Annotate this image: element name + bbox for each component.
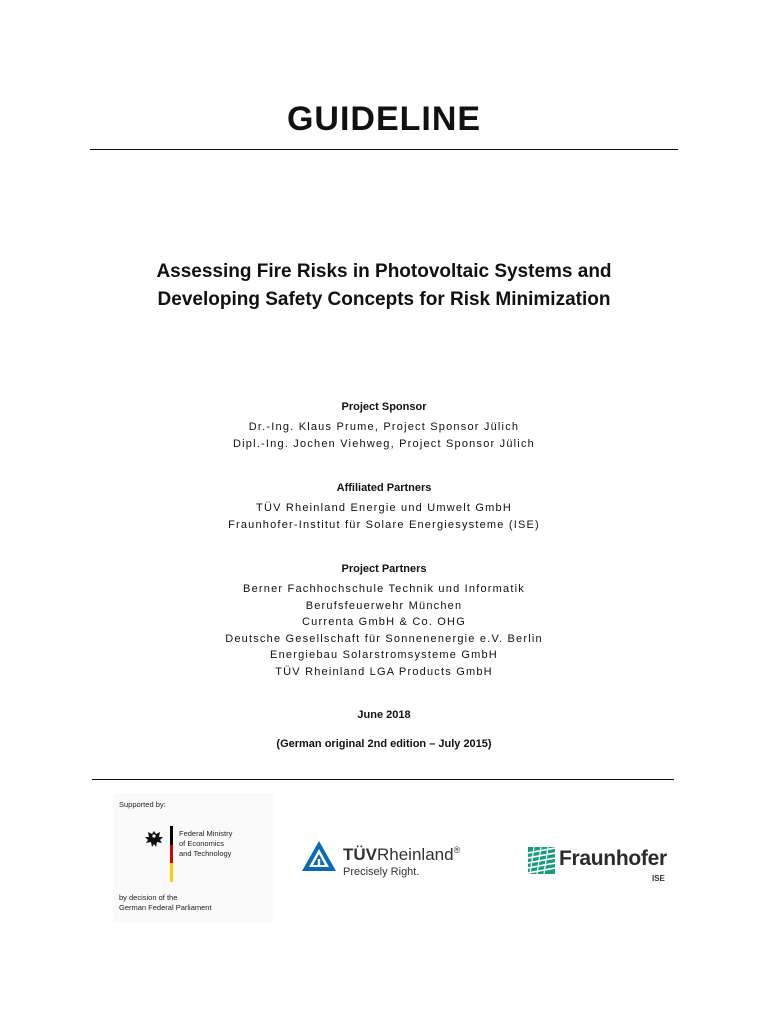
decision-line: by decision of the bbox=[119, 893, 178, 902]
tuv-rheinland-logo bbox=[297, 836, 475, 884]
german-flag-bar bbox=[170, 826, 173, 882]
section-lines bbox=[0, 500, 768, 533]
partner-line: Currenta GmbH & Co. OHG bbox=[302, 616, 466, 628]
partner-line: TÜV Rheinland LGA Products GmbH bbox=[275, 665, 493, 678]
registered-mark: ® bbox=[453, 845, 461, 855]
title-divider bbox=[90, 149, 678, 150]
section-heading: Project Sponsor bbox=[341, 401, 427, 413]
fraunhofer-logo bbox=[528, 844, 668, 888]
tuv-triangle-icon bbox=[301, 840, 337, 872]
tuv-tagline: Precisely Right. bbox=[343, 866, 420, 878]
ministry-line: of Economics bbox=[179, 839, 225, 848]
subtitle-line: Developing Safety Concepts for Risk Minimization bbox=[157, 289, 611, 310]
publication-date: June 2018 bbox=[357, 709, 411, 721]
section-heading: Project Partners bbox=[341, 563, 427, 575]
federal-eagle-icon bbox=[143, 829, 165, 851]
decision-line: German Federal Parliament bbox=[119, 903, 212, 912]
edition-note: (German original 2nd edition – July 2015) bbox=[276, 738, 492, 750]
supported-by-label: Supported by: bbox=[119, 800, 166, 809]
affiliated-line: Fraunhofer-Institut für Solare Energiesysteme (ISE) bbox=[228, 518, 540, 531]
footer-divider bbox=[92, 779, 674, 780]
partner-line: Energiebau Solarstromsysteme GmbH bbox=[270, 649, 498, 661]
tuv-brand-name bbox=[343, 845, 460, 865]
project-sponsor-section bbox=[0, 399, 768, 452]
sponsor-line: Dipl.-Ing. Jochen Viehweg, Project Sponsor Jülich bbox=[233, 437, 535, 450]
tuv-name-regular: Rheinland bbox=[377, 845, 454, 864]
section-heading: Affiliated Partners bbox=[336, 482, 432, 494]
ministry-support-logo bbox=[113, 793, 273, 923]
fraunhofer-name: Fraunhofer bbox=[559, 847, 667, 870]
tuv-name-bold: TÜV bbox=[343, 845, 377, 864]
ministry-name bbox=[179, 829, 232, 859]
partner-line: Berner Fachhochschule Technik und Informatik bbox=[243, 583, 525, 595]
affiliated-line: TÜV Rheinland Energie und Umwelt GmbH bbox=[256, 502, 512, 514]
affiliated-partners-section bbox=[0, 480, 768, 533]
ministry-line: and Technology bbox=[179, 849, 232, 858]
section-lines bbox=[0, 419, 768, 452]
ministry-line: Federal Ministry bbox=[179, 829, 233, 838]
subtitle-line: Assessing Fire Risks in Photovoltaic Systems and bbox=[156, 261, 612, 282]
fraunhofer-institute: ISE bbox=[652, 874, 665, 883]
document-title: GUIDELINE bbox=[286, 100, 482, 138]
project-partners-section bbox=[0, 561, 768, 680]
fraunhofer-stripes-icon bbox=[528, 847, 555, 874]
section-lines bbox=[0, 581, 768, 680]
partner-line: Berufsfeuerwehr München bbox=[305, 599, 463, 612]
partner-line: Deutsche Gesellschaft für Sonnenenergie e.V. Berlin bbox=[225, 632, 543, 645]
decision-note bbox=[119, 893, 212, 913]
document-subtitle bbox=[0, 258, 768, 314]
sponsor-line: Dr.-Ing. Klaus Prume, Project Sponsor Jülich bbox=[248, 421, 520, 433]
